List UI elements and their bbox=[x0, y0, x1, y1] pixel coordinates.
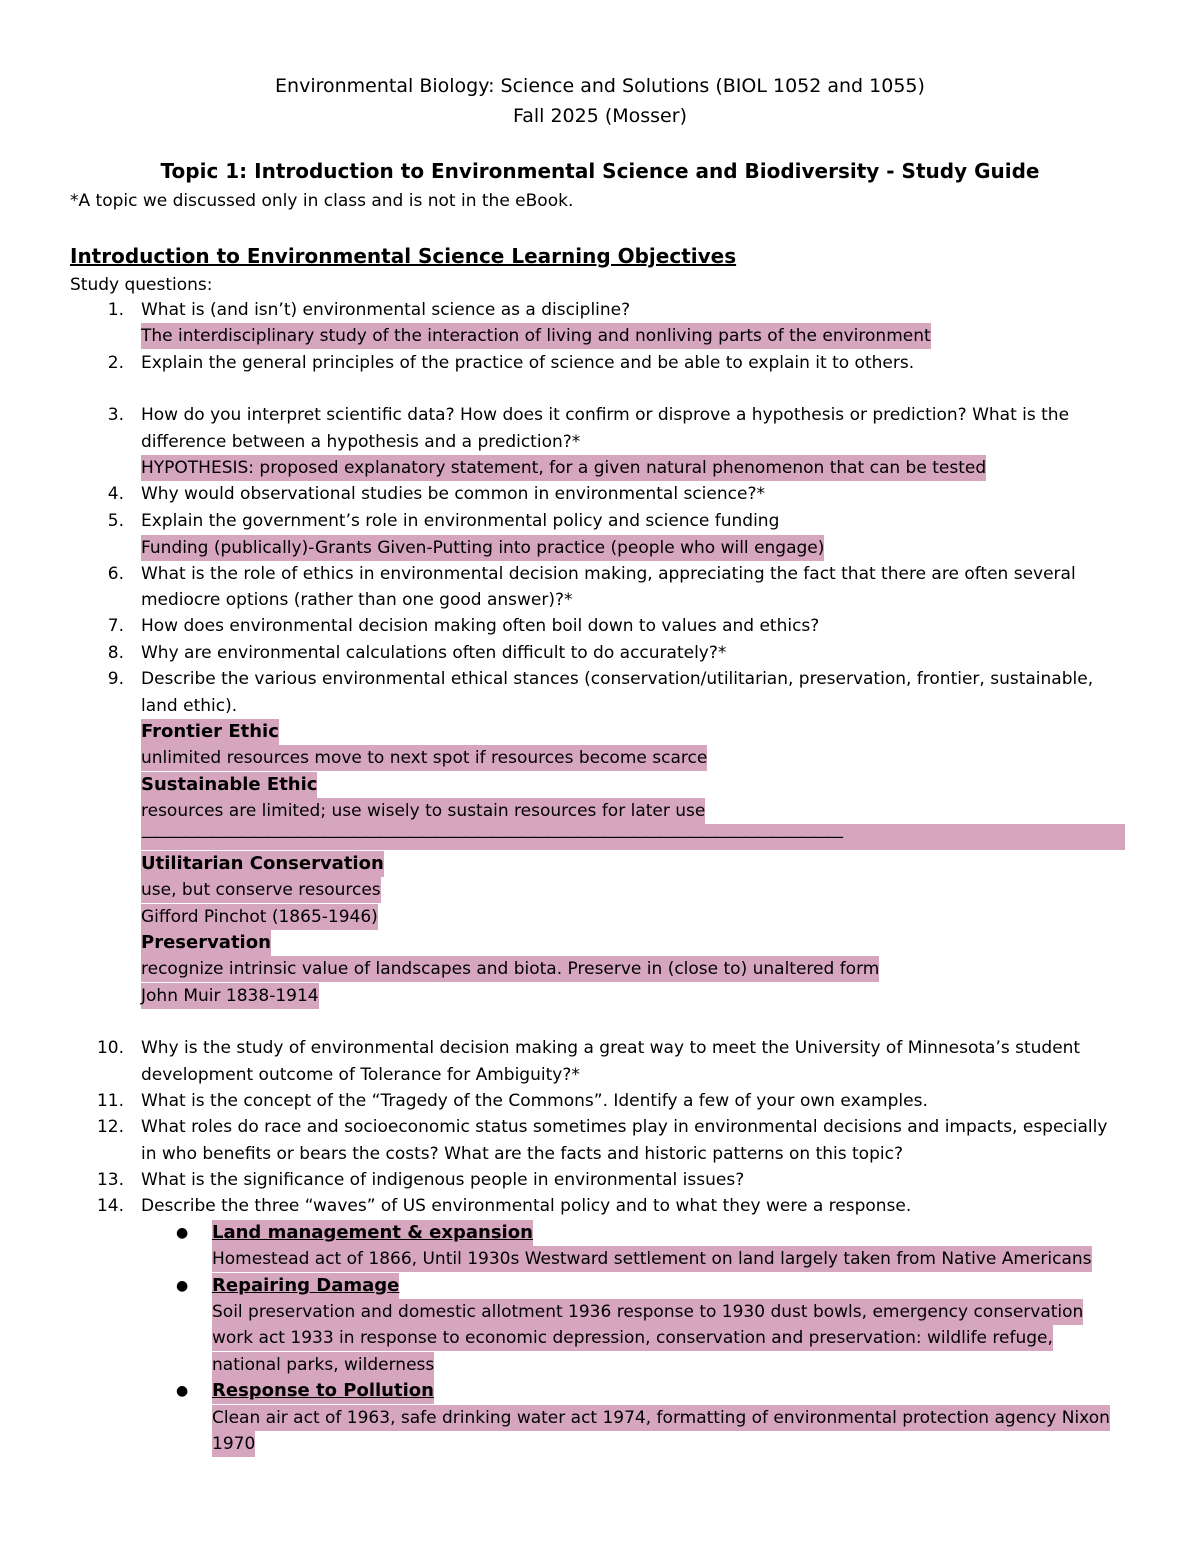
bullet-icon: ● bbox=[176, 1225, 189, 1241]
study-guide-title: Topic 1: Introduction to Environmental Science and Biodiversity - Study Guide bbox=[160, 159, 1040, 183]
topic-note: *A topic we discussed only in class and is not in the eBook. bbox=[70, 191, 574, 211]
study-questions-label: Study questions: bbox=[70, 275, 213, 295]
course-title: Environmental Biology: Science and Solutions (BIOL 1052 and 1055) bbox=[275, 75, 925, 97]
bullet-icon: ● bbox=[176, 1383, 189, 1399]
bullet-icon: ● bbox=[176, 1278, 189, 1294]
document-page: Environmental Biology: Science and Solutions (BIOL 1052 and 1055) Fall 2025 (Mosser) Topic 1: Introduction to Environmental Science and Biodiversity - Study Guide *A topic we discussed only in class and is not in the eBook. Introduction to Environmental Science Learning Objectives Study questions: 1. What is (and isn’t) environmental science as a discipline? The interdisciplinary study of the interaction of living and nonliving parts of the environment 2. Explain the general principles of the practice of science and be able to explain it to others. 3. How do you interpret scientific data? How does it confirm or disprove a hypothesis or prediction? What is the difference between a hypothesis and a prediction?* HYPOTHESIS: proposed explanatory statement, for a given natural phenomenon that can be tested 4. Why would observational studies be common in environmental science?* 5. Explain the government’s role in environmental policy and science funding Funding (publically)-Grants Given-Putting into practice (people who will engage) 6. What is the role of ethics in environmental decision making, appreciating the fact that there are often several mediocre options (rather than one good answer)?* 7. How does environmental decision making often boil down to values and ethics? 8. Why are environmental calculations often difficult to do accurately?* 9. Describe the various environmental ethical stances (conservation/utilitarian, preservation, frontier, sustainable, land ethic). Frontier Ethic unlimited resources move to next spot if resources become scarce Sustainable Ethic resources are limited; use wisely to sustain resources for later use —————————————————————————————————————————————————— Utilitarian Conservation use, but conserve resources Gifford Pinchot (1865-1946) Preservation recognize intrinsic value of landscapes and biota. Preserve in (close to) unaltered form John Muir 1838-1914 10. Why is the study of environmental decision making a great way to meet the University of Minnesota’s student development outcome of Tolerance for Ambiguity?* 11. What is the concept of the “Tragedy of the Commons”. Identify a few of your own examples. 12. What roles do race and socioeconomic status sometimes play in environmental decisions and impacts, especially in who benefits or bears the costs? What are the facts and historic patterns on this topic? 13. What is the significance of indigenous people in environmental issues? 14. Describe the three “waves” of US environmental policy and to what they were a response. ● Land management & expansion Homestead act of 1866, Until 1930s Westward settlement on land largely taken from Native Americans ● Repairing Damage Soil preservation and domestic allotment 1936 response to 1930 dust bowls, emergency conservation work act 1933 in response to economic depression, conservation and preservation: wildlife refuge, national parks, wilderness ● Response to Pollution Clean air act of 1963, safe drinking water act 1974, formatting of environmental protection agency Nixon 1970 bbox=[0, 0, 1200, 1553]
section-heading: Introduction to Environmental Science Learning Objectives bbox=[70, 244, 737, 268]
term-line: Fall 2025 (Mosser) bbox=[513, 105, 687, 127]
